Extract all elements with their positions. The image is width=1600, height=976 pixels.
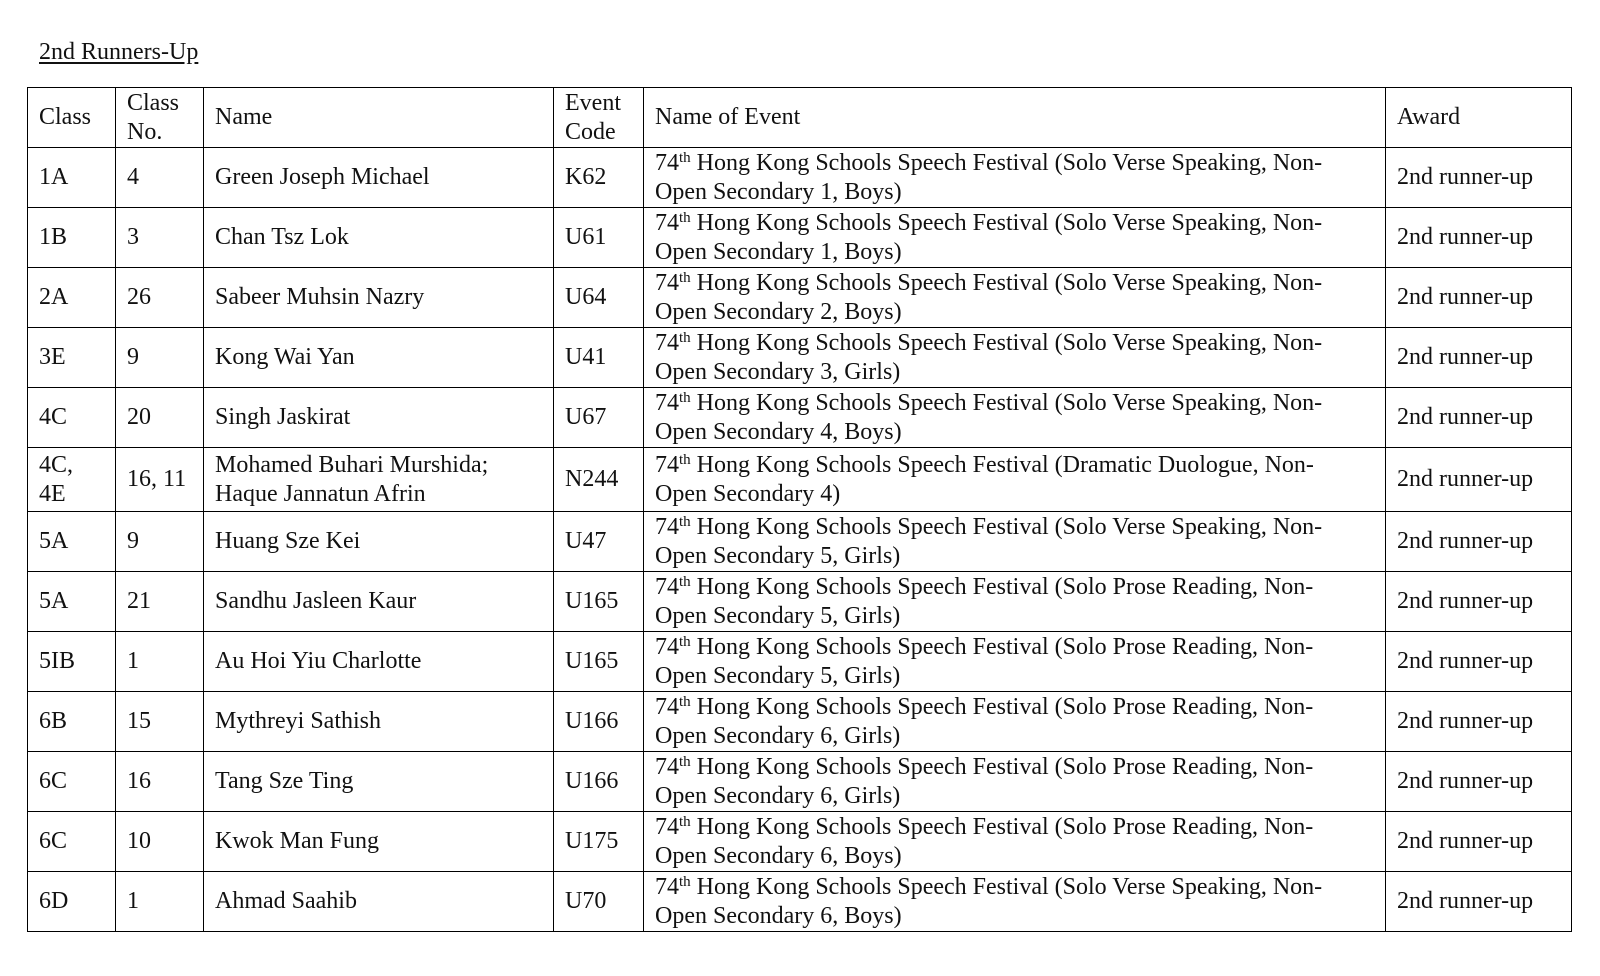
table-row (28, 572, 1572, 632)
event-ordinal-suffix: th (679, 513, 691, 530)
cell-class-no: 15 (116, 692, 204, 752)
cell-award: 2nd runner-up (1386, 572, 1572, 632)
class-value: 5A (39, 588, 69, 614)
cell-name-of-event (644, 692, 1386, 752)
cell-class (28, 328, 116, 388)
col-header-award: Award (1386, 88, 1572, 148)
event-ordinal-number: 74 (655, 753, 679, 780)
event-ordinal-number: 74 (655, 693, 679, 720)
event-ordinal-suffix: th (679, 693, 691, 710)
event-title-line1: Hong Kong Schools Speech Festival (Solo Verse Speaking, Non- (690, 513, 1323, 540)
cell-name (204, 572, 554, 632)
cell-award: 2nd runner-up (1386, 872, 1572, 932)
event-ordinal-number: 74 (655, 389, 679, 416)
cell-award: 2nd runner-up (1386, 448, 1572, 512)
cell-class-no: 20 (116, 388, 204, 448)
section-heading: 2nd Runners-Up (39, 39, 199, 65)
col-header-class-no (116, 88, 204, 148)
col-header-class-no-line1: Class (127, 89, 180, 116)
table-body (28, 148, 1572, 932)
event-title-line2: Open Secondary 2, Boys) (655, 298, 902, 325)
table-row (28, 448, 1572, 512)
cell-event-code: U67 (554, 388, 644, 448)
col-header-event-code-line2: Code (565, 118, 616, 145)
event-ordinal-suffix: th (679, 209, 691, 226)
cell-class (28, 448, 116, 512)
event-ordinal-suffix: th (679, 451, 691, 468)
event-ordinal-number: 74 (655, 873, 679, 900)
event-line1 (655, 451, 1374, 480)
cell-name-of-event (644, 572, 1386, 632)
class-value: 4C (39, 404, 68, 430)
event-line1 (655, 873, 1374, 902)
cell-name (204, 328, 554, 388)
cell-class-no: 4 (116, 148, 204, 208)
cell-event-code: U61 (554, 208, 644, 268)
event-ordinal-number: 74 (655, 513, 679, 540)
cell-event-code: U175 (554, 812, 644, 872)
event-ordinal-suffix: th (679, 813, 691, 830)
event-title-line1: Hong Kong Schools Speech Festival (Solo Prose Reading, Non- (690, 633, 1314, 660)
cell-award: 2nd runner-up (1386, 812, 1572, 872)
cell-class-no: 16 (116, 752, 204, 812)
cell-name (204, 388, 554, 448)
event-title-line2: Open Secondary 5, Girls) (655, 602, 901, 629)
table-row (28, 812, 1572, 872)
class-value: 6D (39, 888, 69, 914)
name-line1: Mohamed Buhari Murshida; (215, 451, 489, 478)
cell-name (204, 812, 554, 872)
event-title-line1: Hong Kong Schools Speech Festival (Solo Prose Reading, Non- (690, 753, 1314, 780)
event-title-line2: Open Secondary 4, Boys) (655, 418, 902, 445)
table-row (28, 268, 1572, 328)
cell-award: 2nd runner-up (1386, 632, 1572, 692)
event-ordinal-number: 74 (655, 633, 679, 660)
cell-class (28, 388, 116, 448)
student-name: Mythreyi Sathish (215, 708, 381, 734)
table-row (28, 752, 1572, 812)
class-value: 3E (39, 344, 66, 370)
cell-name-of-event (644, 448, 1386, 512)
cell-event-code: U165 (554, 572, 644, 632)
event-title-line2: Open Secondary 6, Boys) (655, 842, 902, 869)
cell-name-of-event (644, 388, 1386, 448)
event-ordinal-suffix: th (679, 389, 691, 406)
student-name: Green Joseph Michael (215, 164, 430, 190)
student-name: Sandhu Jasleen Kaur (215, 588, 417, 614)
event-title-line2: Open Secondary 3, Girls) (655, 358, 901, 385)
event-title-line1: Hong Kong Schools Speech Festival (Solo Verse Speaking, Non- (690, 873, 1323, 900)
cell-class-no: 3 (116, 208, 204, 268)
col-header-name-of-event: Name of Event (644, 88, 1386, 148)
cell-name-of-event (644, 268, 1386, 328)
cell-event-code: U165 (554, 632, 644, 692)
event-line1 (655, 269, 1374, 298)
col-header-class-no-line2: No. (127, 118, 163, 145)
cell-class-no: 10 (116, 812, 204, 872)
cell-event-code: U64 (554, 268, 644, 328)
event-title-line1: Hong Kong Schools Speech Festival (Solo Verse Speaking, Non- (690, 389, 1323, 416)
cell-event-code: N244 (554, 448, 644, 512)
event-title-line2: Open Secondary 4) (655, 480, 841, 507)
cell-class-no: 1 (116, 872, 204, 932)
table-row (28, 148, 1572, 208)
cell-name (204, 448, 554, 512)
table-row (28, 632, 1572, 692)
cell-name (204, 208, 554, 268)
col-header-name: Name (204, 88, 554, 148)
class-line2: 4E (39, 480, 66, 507)
event-line1 (655, 753, 1374, 782)
cell-name-of-event (644, 872, 1386, 932)
class-value: 5A (39, 528, 69, 554)
cell-award: 2nd runner-up (1386, 148, 1572, 208)
cell-name (204, 692, 554, 752)
cell-class (28, 812, 116, 872)
class-value: 6C (39, 828, 68, 854)
table-row (28, 388, 1572, 448)
cell-class (28, 872, 116, 932)
cell-name-of-event (644, 328, 1386, 388)
cell-class-no: 9 (116, 512, 204, 572)
class-value: 6B (39, 708, 68, 734)
class-line1: 4C, (39, 451, 74, 478)
cell-class (28, 268, 116, 328)
event-ordinal-number: 74 (655, 209, 679, 236)
header-row (28, 88, 1572, 148)
event-title-line1: Hong Kong Schools Speech Festival (Dramatic Duologue, Non- (690, 451, 1314, 478)
cell-name-of-event (644, 812, 1386, 872)
event-ordinal-suffix: th (679, 753, 691, 770)
student-name: Singh Jaskirat (215, 404, 351, 430)
cell-class (28, 632, 116, 692)
cell-class-no: 21 (116, 572, 204, 632)
cell-award: 2nd runner-up (1386, 752, 1572, 812)
cell-name (204, 148, 554, 208)
event-title-line1: Hong Kong Schools Speech Festival (Solo Verse Speaking, Non- (690, 149, 1323, 176)
event-line1 (655, 209, 1374, 238)
event-title-line1: Hong Kong Schools Speech Festival (Solo Prose Reading, Non- (690, 693, 1314, 720)
event-ordinal-suffix: th (679, 269, 691, 286)
cell-class-no: 9 (116, 328, 204, 388)
event-ordinal-number: 74 (655, 573, 679, 600)
class-value: 5IB (39, 648, 75, 674)
event-ordinal-suffix: th (679, 149, 691, 166)
cell-name (204, 268, 554, 328)
cell-award: 2nd runner-up (1386, 512, 1572, 572)
student-name: Chan Tsz Lok (215, 224, 349, 250)
cell-name-of-event (644, 512, 1386, 572)
event-title-line1: Hong Kong Schools Speech Festival (Solo Verse Speaking, Non- (690, 329, 1323, 356)
event-line1 (655, 693, 1374, 722)
cell-class (28, 752, 116, 812)
event-line1 (655, 329, 1374, 358)
event-line1 (655, 389, 1374, 418)
class-value: 1B (39, 224, 68, 250)
event-ordinal-number: 74 (655, 269, 679, 296)
event-title-line1: Hong Kong Schools Speech Festival (Solo Prose Reading, Non- (690, 813, 1314, 840)
event-title-line2: Open Secondary 1, Boys) (655, 238, 902, 265)
event-title-line2: Open Secondary 6, Girls) (655, 782, 901, 809)
cell-name-of-event (644, 208, 1386, 268)
cell-name-of-event (644, 752, 1386, 812)
cell-class-no: 26 (116, 268, 204, 328)
student-name: Huang Sze Kei (215, 528, 361, 554)
table-row (28, 328, 1572, 388)
table-row (28, 512, 1572, 572)
student-name: Ahmad Saahib (215, 888, 357, 914)
event-ordinal-suffix: th (679, 873, 691, 890)
cell-event-code: U166 (554, 692, 644, 752)
table-row (28, 872, 1572, 932)
event-line1 (655, 813, 1374, 842)
cell-award: 2nd runner-up (1386, 328, 1572, 388)
event-ordinal-suffix: th (679, 329, 691, 346)
event-ordinal-suffix: th (679, 633, 691, 650)
event-ordinal-number: 74 (655, 149, 679, 176)
cell-award: 2nd runner-up (1386, 208, 1572, 268)
student-name: Au Hoi Yiu Charlotte (215, 648, 422, 674)
cell-class (28, 512, 116, 572)
table-row (28, 208, 1572, 268)
cell-award: 2nd runner-up (1386, 388, 1572, 448)
cell-name-of-event (644, 632, 1386, 692)
cell-name (204, 632, 554, 692)
event-title-line1: Hong Kong Schools Speech Festival (Solo Verse Speaking, Non- (690, 269, 1323, 296)
cell-event-code: U166 (554, 752, 644, 812)
cell-class-no: 1 (116, 632, 204, 692)
cell-event-code: U41 (554, 328, 644, 388)
col-header-event-code-line1: Event (565, 89, 621, 116)
cell-award: 2nd runner-up (1386, 692, 1572, 752)
class-value: 6C (39, 768, 68, 794)
cell-name (204, 872, 554, 932)
cell-name-of-event (644, 148, 1386, 208)
event-ordinal-number: 74 (655, 813, 679, 840)
name-line2: Haque Jannatun Afrin (215, 480, 426, 507)
event-ordinal-number: 74 (655, 329, 679, 356)
class-value: 1A (39, 164, 69, 190)
col-header-event-code (554, 88, 644, 148)
event-title-line2: Open Secondary 6, Boys) (655, 902, 902, 929)
cell-name (204, 752, 554, 812)
table-row (28, 692, 1572, 752)
event-title-line1: Hong Kong Schools Speech Festival (Solo Verse Speaking, Non- (690, 209, 1323, 236)
cell-event-code: U70 (554, 872, 644, 932)
class-value: 2A (39, 284, 69, 310)
cell-class (28, 148, 116, 208)
student-name: Kong Wai Yan (215, 344, 355, 370)
event-line1 (655, 513, 1374, 542)
cell-class (28, 692, 116, 752)
event-title-line1: Hong Kong Schools Speech Festival (Solo Prose Reading, Non- (690, 573, 1314, 600)
event-line1 (655, 149, 1374, 178)
event-ordinal-suffix: th (679, 573, 691, 590)
runners-up-table (27, 87, 1572, 932)
event-line1 (655, 573, 1374, 602)
event-line1 (655, 633, 1374, 662)
student-name: Sabeer Muhsin Nazry (215, 284, 425, 310)
event-title-line2: Open Secondary 5, Girls) (655, 542, 901, 569)
cell-event-code: U47 (554, 512, 644, 572)
cell-class (28, 572, 116, 632)
cell-event-code: K62 (554, 148, 644, 208)
event-title-line2: Open Secondary 6, Girls) (655, 722, 901, 749)
event-ordinal-number: 74 (655, 451, 679, 478)
event-title-line2: Open Secondary 1, Boys) (655, 178, 902, 205)
student-name: Tang Sze Ting (215, 768, 354, 794)
col-header-class: Class (28, 88, 116, 148)
cell-class-no: 16, 11 (116, 448, 204, 512)
student-name: Kwok Man Fung (215, 828, 380, 854)
cell-class (28, 208, 116, 268)
cell-name (204, 512, 554, 572)
event-title-line2: Open Secondary 5, Girls) (655, 662, 901, 689)
cell-award: 2nd runner-up (1386, 268, 1572, 328)
